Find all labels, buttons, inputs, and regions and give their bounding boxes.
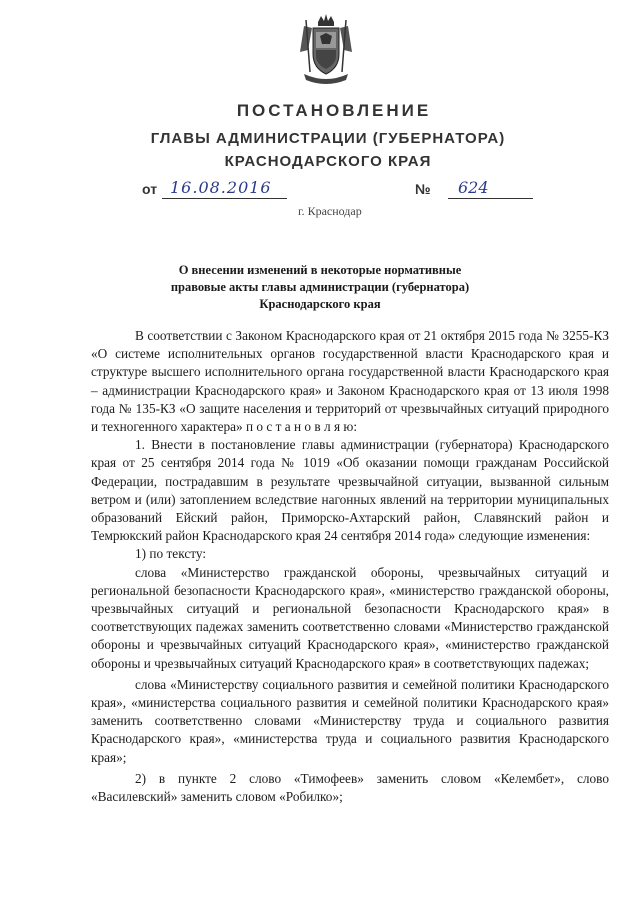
coat-of-arms-emblem	[296, 12, 356, 84]
body-paragraph: 1) по тексту:	[135, 546, 207, 562]
body-paragraph: слова «Министерству социального развития и семейной политики Краснодарского края», «министерства социального развития и семейной политики Краснодарского края» заменить соответственно словами «Министерству труда и социального развития Краснодарского края», «министерства труда и социального развития Краснодарского края»;	[91, 676, 609, 765]
body-paragraph: слова «Министерство гражданской обороны, чрезвычайных ситуаций и региональной безопасности Краснодарского края», «министерство гражданской обороны, чрезвычайных ситуаций и региональной безопасности Краснодарского края» в соответствующих падежах заменить соответственно словами «Министерство гражданской обороны и чрезвычайных ситуаций Краснодарского края», «министерство гражданской обороны и чрезвычайных ситуаций Краснодарского края» в соответствующих падежах;	[91, 564, 609, 671]
subject-line-3: Краснодарского края	[259, 297, 381, 311]
document-title: ПОСТАНОВЛЕНИЕ	[236, 101, 432, 120]
issuer-line-2: КРАСНОДАРСКОГО КРАЯ	[224, 153, 432, 170]
decree-subject	[120, 262, 520, 313]
body-paragraph: 1. Внести в постановление главы администрации (губернатора) Краснодарского края от 25 сентября 2014 года № 1019 «Об оказании помощи гражданам Российской Федерации, пострадавшим в результате чрезвычайной ситуации, вызванной сильным ветром и (или) затоплением вследствие нагонных явлений на территории муниципальных образований Ейский район, Приморско-Ахтарский район, Славянский район и Темрюкский район Краснодарского края 24 сентября 2014 года» следующие изменения:	[91, 437, 609, 544]
body-paragraph: 2) в пункте 2 слово «Тимофеев» заменить словом «Келембет», слово «Василевский» заменить словом «Робилко»;	[91, 770, 609, 805]
date-field	[162, 180, 287, 199]
number-prefix: №	[415, 181, 431, 197]
date-prefix: от	[142, 181, 158, 197]
number-value: 624	[458, 178, 489, 197]
krasnodar-coat-of-arms-icon	[296, 12, 356, 84]
decree-body	[91, 327, 609, 806]
number-field	[448, 180, 533, 199]
subject-line-1: О внесении изменений в некоторые нормативные	[178, 263, 462, 277]
body-paragraph: В соответствии с Законом Краснодарского края от 21 октября 2015 года № 3255-КЗ «О системе исполнительных органов государственной власти Краснодарского края и структуре высшего исполнительного органа государственной власти Краснодарского края – администрации Краснодарского края» и Законом Краснодарского края от 13 июля 1998 года № 135-КЗ «О защите населения и территорий от чрезвычайных ситуаций природного и техногенного характера» п о с т а н о в л я ю:	[91, 328, 609, 435]
subject-line-2: правовые акты главы администрации (губернатора)	[170, 280, 470, 294]
city-name: г. Краснодар	[298, 204, 362, 218]
date-value: 16.08.2016	[170, 178, 272, 197]
issuer-line-1: ГЛАВЫ АДМИНИСТРАЦИИ (ГУБЕРНАТОРА)	[150, 130, 506, 147]
